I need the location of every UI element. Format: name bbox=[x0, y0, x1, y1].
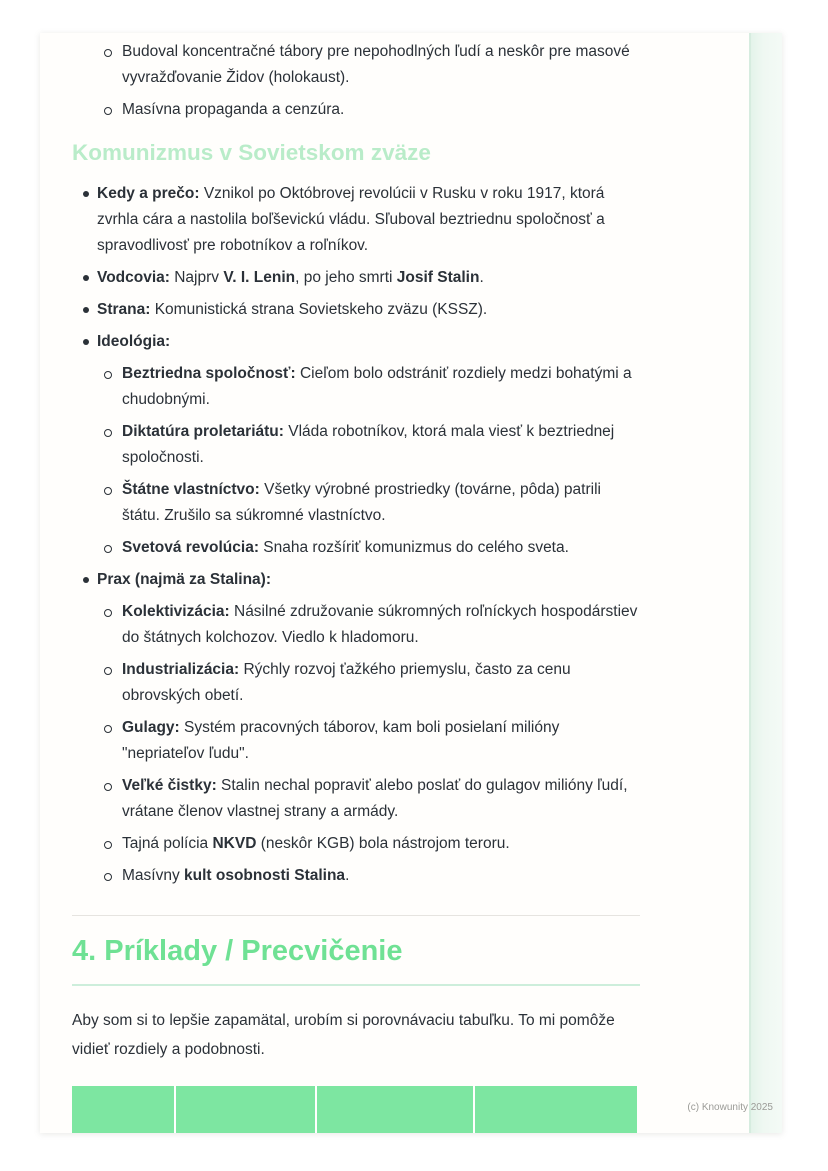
page-right-accent-stripe bbox=[749, 33, 782, 1133]
list-item-text bbox=[122, 423, 614, 466]
circle-bullet-icon bbox=[104, 545, 112, 553]
text: Masívny bbox=[122, 867, 185, 884]
bold-text: Gulagy: bbox=[122, 719, 180, 736]
list-item bbox=[72, 265, 640, 291]
circle-bullet-icon bbox=[104, 49, 112, 57]
list-item bbox=[72, 477, 640, 529]
list-item bbox=[72, 181, 640, 259]
bullet-icon bbox=[83, 307, 89, 313]
text: (neskôr KGB) bola nástrojom teroru. bbox=[256, 835, 510, 852]
table-header-cell bbox=[315, 1086, 473, 1133]
list-item-text bbox=[97, 269, 484, 286]
circle-bullet-icon bbox=[104, 725, 112, 733]
heading-underline-divider bbox=[72, 984, 640, 986]
list-item-text bbox=[122, 481, 601, 524]
list-item-text bbox=[122, 867, 349, 884]
bold-text: Kolektivizácia: bbox=[122, 603, 230, 620]
bullet-icon bbox=[83, 191, 89, 197]
intro-sublist bbox=[72, 39, 644, 123]
bold-text: Diktatúra proletariátu: bbox=[122, 423, 284, 440]
circle-bullet-icon bbox=[104, 667, 112, 675]
page-heading-examples: 4. Príklady / Precvičenie bbox=[72, 935, 403, 967]
text: Všetky výrobné prostriedky (továrne, pôda) patrili štátu. Zrušilo sa súkromné vlastníctvo. bbox=[122, 481, 601, 524]
list-item-text bbox=[122, 365, 632, 408]
text: Systém pracovných táborov, kam boli posielaní milióny "nepriateľov ľudu". bbox=[122, 719, 560, 762]
sublist bbox=[72, 361, 644, 561]
circle-bullet-icon bbox=[104, 429, 112, 437]
list-item bbox=[72, 599, 640, 651]
list-item bbox=[72, 715, 640, 767]
document-page bbox=[40, 33, 782, 1133]
text: Snaha rozšíriť komunizmus do celého sveta. bbox=[258, 539, 569, 556]
list-item bbox=[72, 329, 640, 355]
text: Rýchly rozvoj ťažkého priemyslu, často za cenu obrovských obetí. bbox=[122, 661, 571, 704]
bold-text: Kedy a prečo: bbox=[97, 185, 200, 202]
text: Najprv bbox=[169, 269, 224, 286]
text: Budoval koncentračné tábory pre nepohodlných ľudí a neskôr pre masové vyvražďovanie Židov (holokaust). bbox=[122, 43, 630, 86]
list-item-text bbox=[122, 43, 630, 86]
text: , po jeho smrti bbox=[295, 269, 397, 286]
examples-paragraph: Aby som si to lepšie zapamätal, urobím si porovnávaciu tabuľku. To mi pomôže vidieť rozdiely a podobnosti. bbox=[72, 1012, 615, 1058]
bold-text: Josif Stalin bbox=[396, 269, 480, 286]
bold-text: Prax (najmä za Stalina): bbox=[97, 571, 272, 588]
circle-bullet-icon bbox=[104, 841, 112, 849]
list-item bbox=[72, 361, 640, 413]
comparison-table-header-row bbox=[72, 1086, 637, 1133]
list-item-text bbox=[122, 101, 344, 118]
list-item bbox=[72, 535, 640, 561]
list-item bbox=[72, 773, 640, 825]
list-item bbox=[72, 657, 640, 709]
bold-text: Ideológia: bbox=[97, 333, 171, 350]
list-item-text bbox=[97, 301, 487, 318]
list-item-text bbox=[97, 185, 605, 254]
section-heading-communism: Komunizmus v Sovietskom zväze bbox=[72, 140, 431, 165]
table-header-cell bbox=[473, 1086, 637, 1133]
list-item-text bbox=[97, 571, 271, 588]
list-item-text bbox=[122, 777, 628, 820]
list-item-text bbox=[122, 603, 637, 646]
bold-text: kult osobnosti Stalina bbox=[184, 867, 346, 884]
bold-text: Veľké čistky: bbox=[122, 777, 217, 794]
circle-bullet-icon bbox=[104, 873, 112, 881]
text: Vláda robotníkov, ktorá mala viesť k beztriednej spoločnosti. bbox=[122, 423, 615, 466]
list-item-text bbox=[97, 333, 170, 350]
text: . bbox=[345, 867, 350, 884]
list-item-text bbox=[122, 835, 510, 852]
list-item-text bbox=[122, 661, 571, 704]
list-item bbox=[72, 39, 640, 91]
section-divider bbox=[72, 915, 640, 916]
table-header-cell bbox=[174, 1086, 315, 1133]
list-item-text bbox=[122, 539, 569, 556]
bold-text: Beztriedna spoločnosť: bbox=[122, 365, 296, 382]
bold-text: Industrializácia: bbox=[122, 661, 240, 678]
circle-bullet-icon bbox=[104, 107, 112, 115]
bold-text: Štátne vlastníctvo: bbox=[122, 481, 260, 498]
list-item bbox=[72, 297, 640, 323]
text: Tajná polícia bbox=[122, 835, 213, 852]
text: Masívna propaganda a cenzúra. bbox=[122, 101, 345, 118]
bold-text: Strana: bbox=[97, 301, 151, 318]
communism-list bbox=[72, 181, 644, 889]
bullet-icon bbox=[83, 339, 89, 345]
text: Vznikol po Októbrovej revolúcii v Rusku v roku 1917, ktorá zvrhla cára a nastolila boľševickú vládu. Sľuboval beztriednu spoločnosť a spravodlivosť pre robotníkov a roľníkov. bbox=[97, 185, 605, 254]
bullet-icon bbox=[83, 275, 89, 281]
list-item bbox=[72, 567, 640, 593]
bold-text: V. I. Lenin bbox=[223, 269, 296, 286]
bullet-icon bbox=[83, 577, 89, 583]
bold-text: NKVD bbox=[212, 835, 257, 852]
list-item bbox=[72, 863, 640, 889]
list-item bbox=[72, 97, 640, 123]
copyright-watermark: (c) Knowunity 2025 bbox=[687, 1102, 773, 1113]
list-item-text bbox=[122, 719, 559, 762]
circle-bullet-icon bbox=[104, 487, 112, 495]
bold-text: Svetová revolúcia: bbox=[122, 539, 259, 556]
page-content bbox=[40, 33, 644, 1133]
sublist bbox=[72, 599, 644, 889]
circle-bullet-icon bbox=[104, 783, 112, 791]
circle-bullet-icon bbox=[104, 371, 112, 379]
text: Stalin nechal popraviť alebo poslať do gulagov milióny ľudí, vrátane členov vlastnej strany a armády. bbox=[122, 777, 628, 820]
text: Násilné združovanie súkromných roľníckych hospodárstiev do štátnych kolchozov. Viedlo k hladomoru. bbox=[122, 603, 638, 646]
table-header-cell bbox=[72, 1086, 174, 1133]
circle-bullet-icon bbox=[104, 609, 112, 617]
list-item bbox=[72, 831, 640, 857]
text: Komunistická strana Sovietskeho zväzu (KSSZ). bbox=[150, 301, 488, 318]
list-item bbox=[72, 419, 640, 471]
text: Cieľom bolo odstrániť rozdiely medzi bohatými a chudobnými. bbox=[122, 365, 632, 408]
bold-text: Vodcovia: bbox=[97, 269, 170, 286]
text: . bbox=[479, 269, 484, 286]
